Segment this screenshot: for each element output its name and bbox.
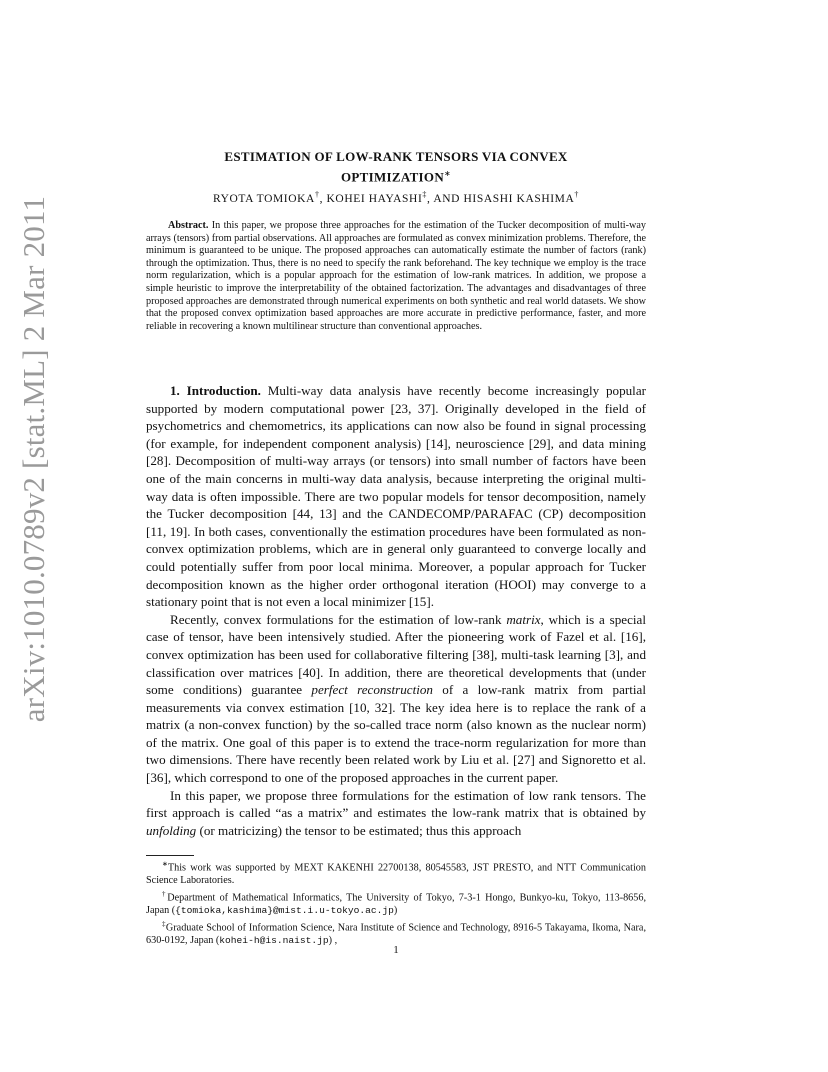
title-line-2: OPTIMIZATION∗: [340, 169, 452, 185]
author-2: , KOHEI HAYASHI: [319, 192, 423, 205]
intro-paragraph-1: 1. Introduction. Multi-way data analysis have recently become increasingly popular supported by modern computational power [23, 37]. Originally developed in the field of psychometrics and chemometrics, its applications can now also be found in signal processing (for example, for independent component analysis) [14], neuroscience [29], and data mining [28]. Decomposition of multi-way arrays (or tensors) into small number of factors have been one of the main concerns in multi-way data analysis, because interpreting the original multi-way data is often impossible. There are two popular models for tensor decomposition, namely the Tucker decomposition [44, 13] and the CANDECOMP/PARAFAC (CP) decomposition [11, 19]. In both cases, conventionally the estimation procedures have been formulated as non-convex optimization problems, which are in general only guaranteed to converge locally and could potentially suffer from poor local minima. Moreover, a popular approach for Tucker decomposition known as the higher order orthogonal iteration (HOOI) may converge to a stationary point that is not even a local minimizer [15].: [146, 383, 646, 610]
title-footnote-mark: ∗: [444, 169, 452, 178]
author-list: RYOTA TOMIOKA†, KOHEI HAYASHI‡, AND HISASHI KASHIMA†: [212, 190, 580, 205]
abstract: [146, 220, 646, 333]
footnote-1: ∗This work was supported by MEXT KAKENHI 22700138, 80545583, JST PRESTO, and NTT Communication Science Laboratories.: [146, 860, 646, 887]
email-link-2[interactable]: kohei-h@is.naist.jp: [219, 934, 329, 946]
abstract-label: Abstract.: [168, 220, 209, 231]
footnotes: [146, 858, 646, 947]
section-heading: 1. Introduction.: [170, 383, 261, 398]
arxiv-watermark: [14, 195, 54, 723]
intro-paragraph-2: Recently, convex formulations for the estimation of low-rank matrix, which is a special case of tensor, have been intensively studied. After the pioneering work of Fazel et al. [16], convex optimization has been used for collaborative filtering [38], multi-task learning [3], and classification over matrices [40]. In addition, there are theoretical developments that (under some conditions) guarantee perfect reconstruction of a low-rank matrix from partial measurements via convex estimation [10, 32]. The key idea here is to replace the rank of a matrix (a non-convex function) by the so-called trace norm (also known as the nuclear norm) of the matrix. One goal of this paper is to extend the trace-norm regularization for more than two dimensions. There have recently been related work by Liu et al. [27] and Signoretto et al. [36], which correspond to one of the proposed approaches in the current paper.: [146, 611, 647, 786]
email-link-1[interactable]: {tomioka,kashima}@mist.i.u-tokyo.ac.jp: [175, 904, 394, 916]
author-1: RYOTA TOMIOKA: [212, 192, 315, 205]
footnote-2: †Department of Mathematical Informatics, The University of Tokyo, 7-3-1 Hongo, Bunkyo-ku, Tokyo, 113-8656, Japan ({tomioka,kashima}@mist.i.u-tokyo.ac.jp): [146, 889, 647, 916]
title-line-1: ESTIMATION OF LOW-RANK TENSORS VIA CONVEX: [224, 149, 568, 164]
paper-title: [146, 148, 646, 185]
abstract-text: In this paper, we propose three approaches for the estimation of the Tucker decomposition of multi-way arrays (tensors) from partial observations. All approaches are formulated as convex minimization problems. Therefore, the minimum is guaranteed to be unique. The proposed approaches can automatically estimate the number of factors (rank) through the optimization. Thus, there is no need to specify the rank beforehand. The key technique we employ is the trace norm regularization, which is a popular approach for the estimation of low-rank matrices. In addition, we propose a simple heuristic to improve the interpretability of the obtained factorization. The advantages and disadvantages of three proposed approaches are demonstrated through numerical experiments on both synthetic and real world datasets. We show that the proposed convex optimization based approaches are more accurate in predictive performance, faster, and more reliable in recovering a known multilinear structure than conventional approaches.: [146, 220, 646, 332]
intro-paragraph-3: In this paper, we propose three formulations for the estimation of low rank tensors. The first approach is called “as a matrix” and estimates the low-rank matrix that is obtained by unfolding (or matricizing) the tensor to be estimated; thus this approach: [146, 787, 646, 838]
footnote-rule: [146, 855, 194, 856]
author-3: , AND HISASHI KASHIMA: [427, 192, 575, 205]
footnote-3: ‡Graduate School of Information Science, Nara Institute of Science and Technology, 8916-5 Takayama, Ikoma, Nara, 630-0192, Japan (kohei-h@is.naist.jp) ,: [146, 919, 646, 946]
introduction-section: [146, 382, 646, 839]
arxiv-identifier: arXiv:1010.0789v2 [stat.ML] 2 Mar 2011: [16, 195, 51, 723]
page-number: 1: [393, 944, 399, 956]
